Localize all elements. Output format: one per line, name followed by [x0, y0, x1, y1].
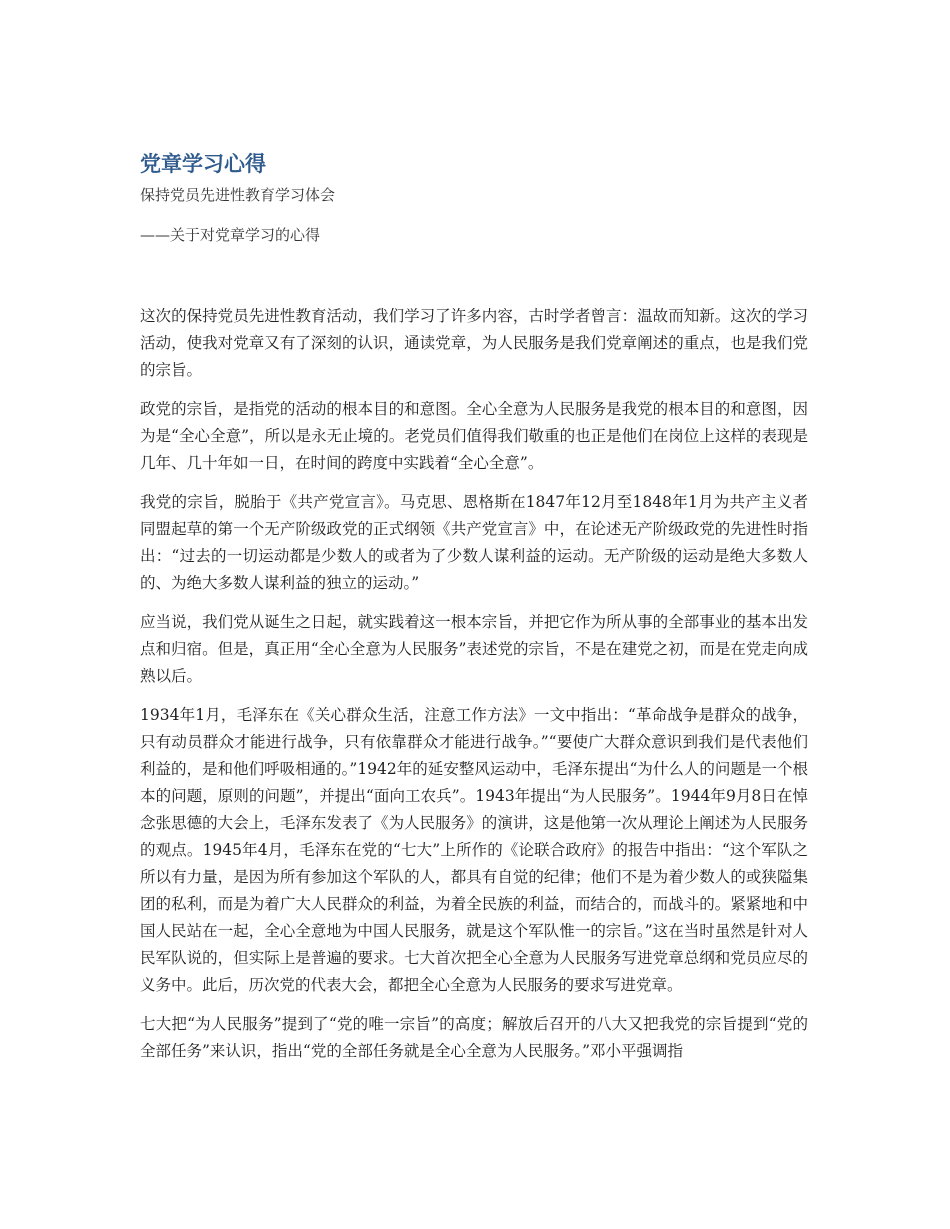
paragraph-6: 七大把“为人民服务”提到了“党的唯一宗旨”的高度；解放后召开的八大又把我党的宗旨提到“党的全部任务”来认识，指出“党的全部任务就是全心全意为人民服务。”邓小平强调指	[140, 1015, 808, 1060]
document-body	[140, 303, 808, 1065]
paragraph-2: 政党的宗旨，是指党的活动的根本目的和意图。全心全意为人民服务是我党的根本目的和意图，因为是“全心全意”，所以是永无止境的。老党员们值得我们敬重的也正是他们在岗位上这样的表现是几年、几十年如一日，在时间的跨度中实践着“全心全意”。	[140, 400, 808, 472]
document-subheading: ——关于对党章学习的心得	[140, 226, 321, 244]
paragraph-1: 这次的保持党员先进性教育活动，我们学习了许多内容，古时学者曾言：温故而知新。这次的学习活动，使我对党章又有了深刻的认识，通读党章，为人民服务是我们党章阐述的重点，也是我们党的宗旨。	[140, 307, 808, 379]
document-title: 党章学习心得	[140, 152, 266, 176]
document-subtitle: 保持党员先进性教育学习体会	[140, 186, 336, 204]
paragraph-4: 应当说，我们党从诞生之日起，就实践着这一根本宗旨，并把它作为所从事的全部事业的基本出发点和归宿。但是，真正用“全心全意为人民服务”表述党的宗旨，不是在建党之初，而是在党走向成熟以后。	[140, 613, 808, 685]
paragraph-3: 我党的宗旨，脱胎于《共产党宣言》。马克思、恩格斯在1847年12月至1848年1月为共产主义者同盟起草的第一个无产阶级政党的正式纲领《共产党宣言》中，在论述无产阶级政党的先进性时指出：“过去的一切运动都是少数人的或者为了少数人谋利益的运动。无产阶级的运动是绝大多数人的、为绝大多数人谋利益的独立的运动。”	[140, 493, 808, 592]
document-page	[140, 148, 808, 1077]
paragraph-5: 1934年1月，毛泽东在《关心群众生活，注意工作方法》一文中指出：“革命战争是群众的战争，只有动员群众才能进行战争，只有依靠群众才能进行战争。”“要使广大群众意识到我们是代表他们利益的，是和他们呼吸相通的。”1942年的延安整风运动中，毛泽东提出“为什么人的问题是一个根本的问题，原则的问题”，并提出“面向工农兵”。1943年提出“为人民服务”。1944年9月8日在悼念张思德的大会上，毛泽东发表了《为人民服务》的演讲，这是他第一次从理论上阐述为人民服务的观点。1945年4月，毛泽东在党的“七大”上所作的《论联合政府》的报告中指出：“这个军队之所以有力量，是因为所有参加这个军队的人，都具有自觉的纪律；他们不是为着少数人的或狭隘集团的私利，而是为着广大人民群众的利益，为着全民族的利益，而结合的，而战斗的。紧紧地和中国人民站在一起，全心全意地为中国人民服务，就是这个军队惟一的宗旨。”这在当时虽然是针对人民军队说的，但实际上是普遍的要求。七大首次把全心全意为人民服务写进党章总纲和党员应尽的义务中。此后，历次党的代表大会，都把全心全意为人民服务的要求写进党章。	[140, 706, 808, 994]
